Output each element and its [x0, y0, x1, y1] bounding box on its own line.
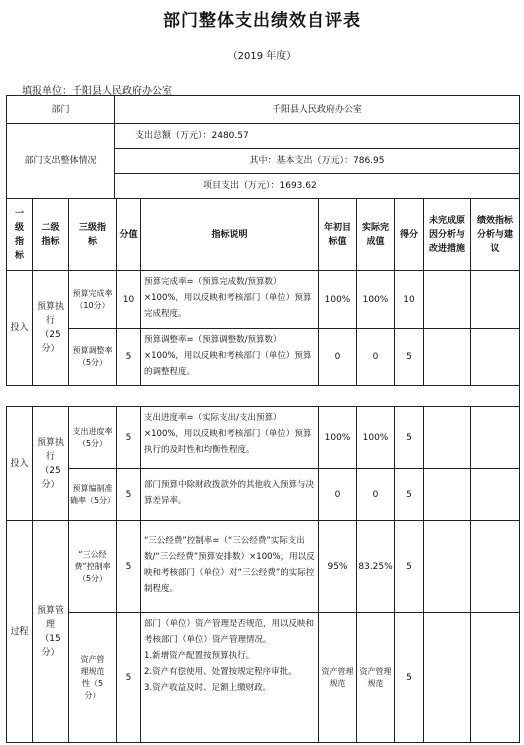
row-actual: 100% [356, 406, 394, 468]
row-actual: 100% [356, 270, 394, 328]
row-weight: 5 [116, 406, 140, 468]
row-reason [423, 612, 470, 742]
col-desc: 指标说明 [140, 198, 318, 270]
row-lvl1: 投入 [6, 406, 32, 520]
row-reason [423, 468, 470, 520]
col-weight: 分值 [116, 198, 140, 270]
row-weight: 5 [116, 612, 140, 742]
basic-expense: 其中：基本支出（万元）：786.95 [114, 148, 519, 173]
row-lvl3: 预算编制准确率（5分） [68, 468, 116, 520]
col-target: 年初目标值 [318, 198, 356, 270]
row-lvl3: 资产管理规范性（5分） [68, 612, 116, 742]
row-target: 100% [318, 406, 356, 468]
row-lvl2: 预算管理（15分） [32, 520, 68, 742]
row-actual: 83.25% [356, 520, 394, 612]
row-weight: 5 [116, 520, 140, 612]
row-target: 100% [318, 270, 356, 328]
row-desc: 支出进度率=（实际支出/支出预算）×100%，用以反映和考核部门（单位）预算执行的及时性和均衡性程度。 [140, 406, 318, 468]
row-lvl3: 预算调整率（5分） [68, 328, 116, 385]
report-year: （2019 年度） [227, 51, 297, 62]
row-analysis [470, 270, 519, 328]
row-actual: 0 [356, 328, 394, 385]
col-actual: 实际完成值 [356, 198, 394, 270]
row-reason [423, 520, 470, 612]
row-target: 95% [318, 520, 356, 612]
col-reason: 未完成原因分析与改进措施 [423, 198, 470, 270]
row-weight: 5 [116, 328, 140, 385]
row-weight: 5 [116, 468, 140, 520]
row-lvl3: “三公经费”控制率（5分） [68, 520, 116, 612]
row-analysis [470, 468, 519, 520]
col-lvl2: 二级指标 [32, 198, 68, 270]
dept-value: 千阳县人民政府办公室 [114, 95, 519, 123]
desc-line: 1.新增资产配置按预算执行。 [144, 651, 255, 661]
row-score: 5 [394, 612, 423, 742]
row-reason [423, 270, 470, 328]
table-border-bottom [6, 742, 520, 743]
row-lvl1: 投入 [6, 270, 32, 385]
row-reason [423, 406, 470, 468]
row-lvl1: 过程 [6, 520, 32, 742]
col-analysis: 绩效指标分析与建议 [470, 198, 519, 270]
row-score: 5 [394, 520, 423, 612]
row-score: 5 [394, 406, 423, 468]
row-weight: 10 [116, 270, 140, 328]
row-desc: 预算完成率=（预算完成数/预算数）×100%，用以反映和考核部门（单位）预算完成程度。 [140, 270, 318, 328]
row-lvl2: 预算执行（25分） [32, 406, 68, 520]
row-target: 0 [318, 468, 356, 520]
desc-line: 3.资产收益及时、足额上缴财政。 [144, 683, 272, 693]
row-reason [423, 328, 470, 385]
row-desc: 部门预算中除财政拨款外的其他收入预算与决算差异率。 [140, 468, 318, 520]
row-score: 5 [394, 328, 423, 385]
row-lvl2: 预算执行（25分） [32, 270, 68, 385]
page-title: 部门整体支出绩效自评表 [163, 11, 361, 31]
total-expense: 支出总额（万元）：2480.57 [114, 123, 519, 148]
page-break [6, 385, 519, 406]
overall-label: 部门支出整体情况 [6, 123, 114, 198]
dept-label: 部门 [6, 95, 114, 123]
row-target: 资产管理规范 [318, 612, 356, 742]
col-score: 得分 [394, 198, 423, 270]
project-expense: 项目支出（万元）：1693.62 [114, 173, 519, 198]
row-analysis [470, 328, 519, 385]
row-score: 10 [394, 270, 423, 328]
evaluation-table [6, 95, 520, 743]
row-score: 5 [394, 468, 423, 520]
col-lvl3: 三级指标 [68, 198, 116, 270]
desc-line: 部门（单位）资产管理是否规范，用以反映和考核部门（单位）资产管理情况。 [144, 619, 315, 645]
row-desc [140, 612, 318, 742]
row-actual: 资产管理规范 [356, 612, 394, 742]
reporting-unit: 填报单位：千阳县人民政府办公室 [22, 86, 172, 97]
row-desc: “三公经费”控制率=（“三公经费”实际支出数/“三公经费”预算安排数）×100%，用以反映和考核部门（单位）对“三公经费”的实际控制程度。 [140, 520, 318, 612]
desc-line: 2.资产有偿使用、处置按规定程序审批。 [144, 667, 297, 677]
row-analysis [470, 406, 519, 468]
row-target: 0 [318, 328, 356, 385]
row-lvl3: 支出进度率（5分） [68, 406, 116, 468]
row-lvl3: 预算完成率（10分） [68, 270, 116, 328]
row-actual: 0 [356, 468, 394, 520]
table-border-right [519, 95, 520, 743]
row-analysis [470, 612, 519, 742]
col-lvl1: 一级指标 [6, 198, 32, 270]
row-desc: 预算调整率=（预算调整数/预算数）×100%，用以反映和考核部门（单位）预算的调整程度。 [140, 328, 318, 385]
row-analysis [470, 520, 519, 612]
